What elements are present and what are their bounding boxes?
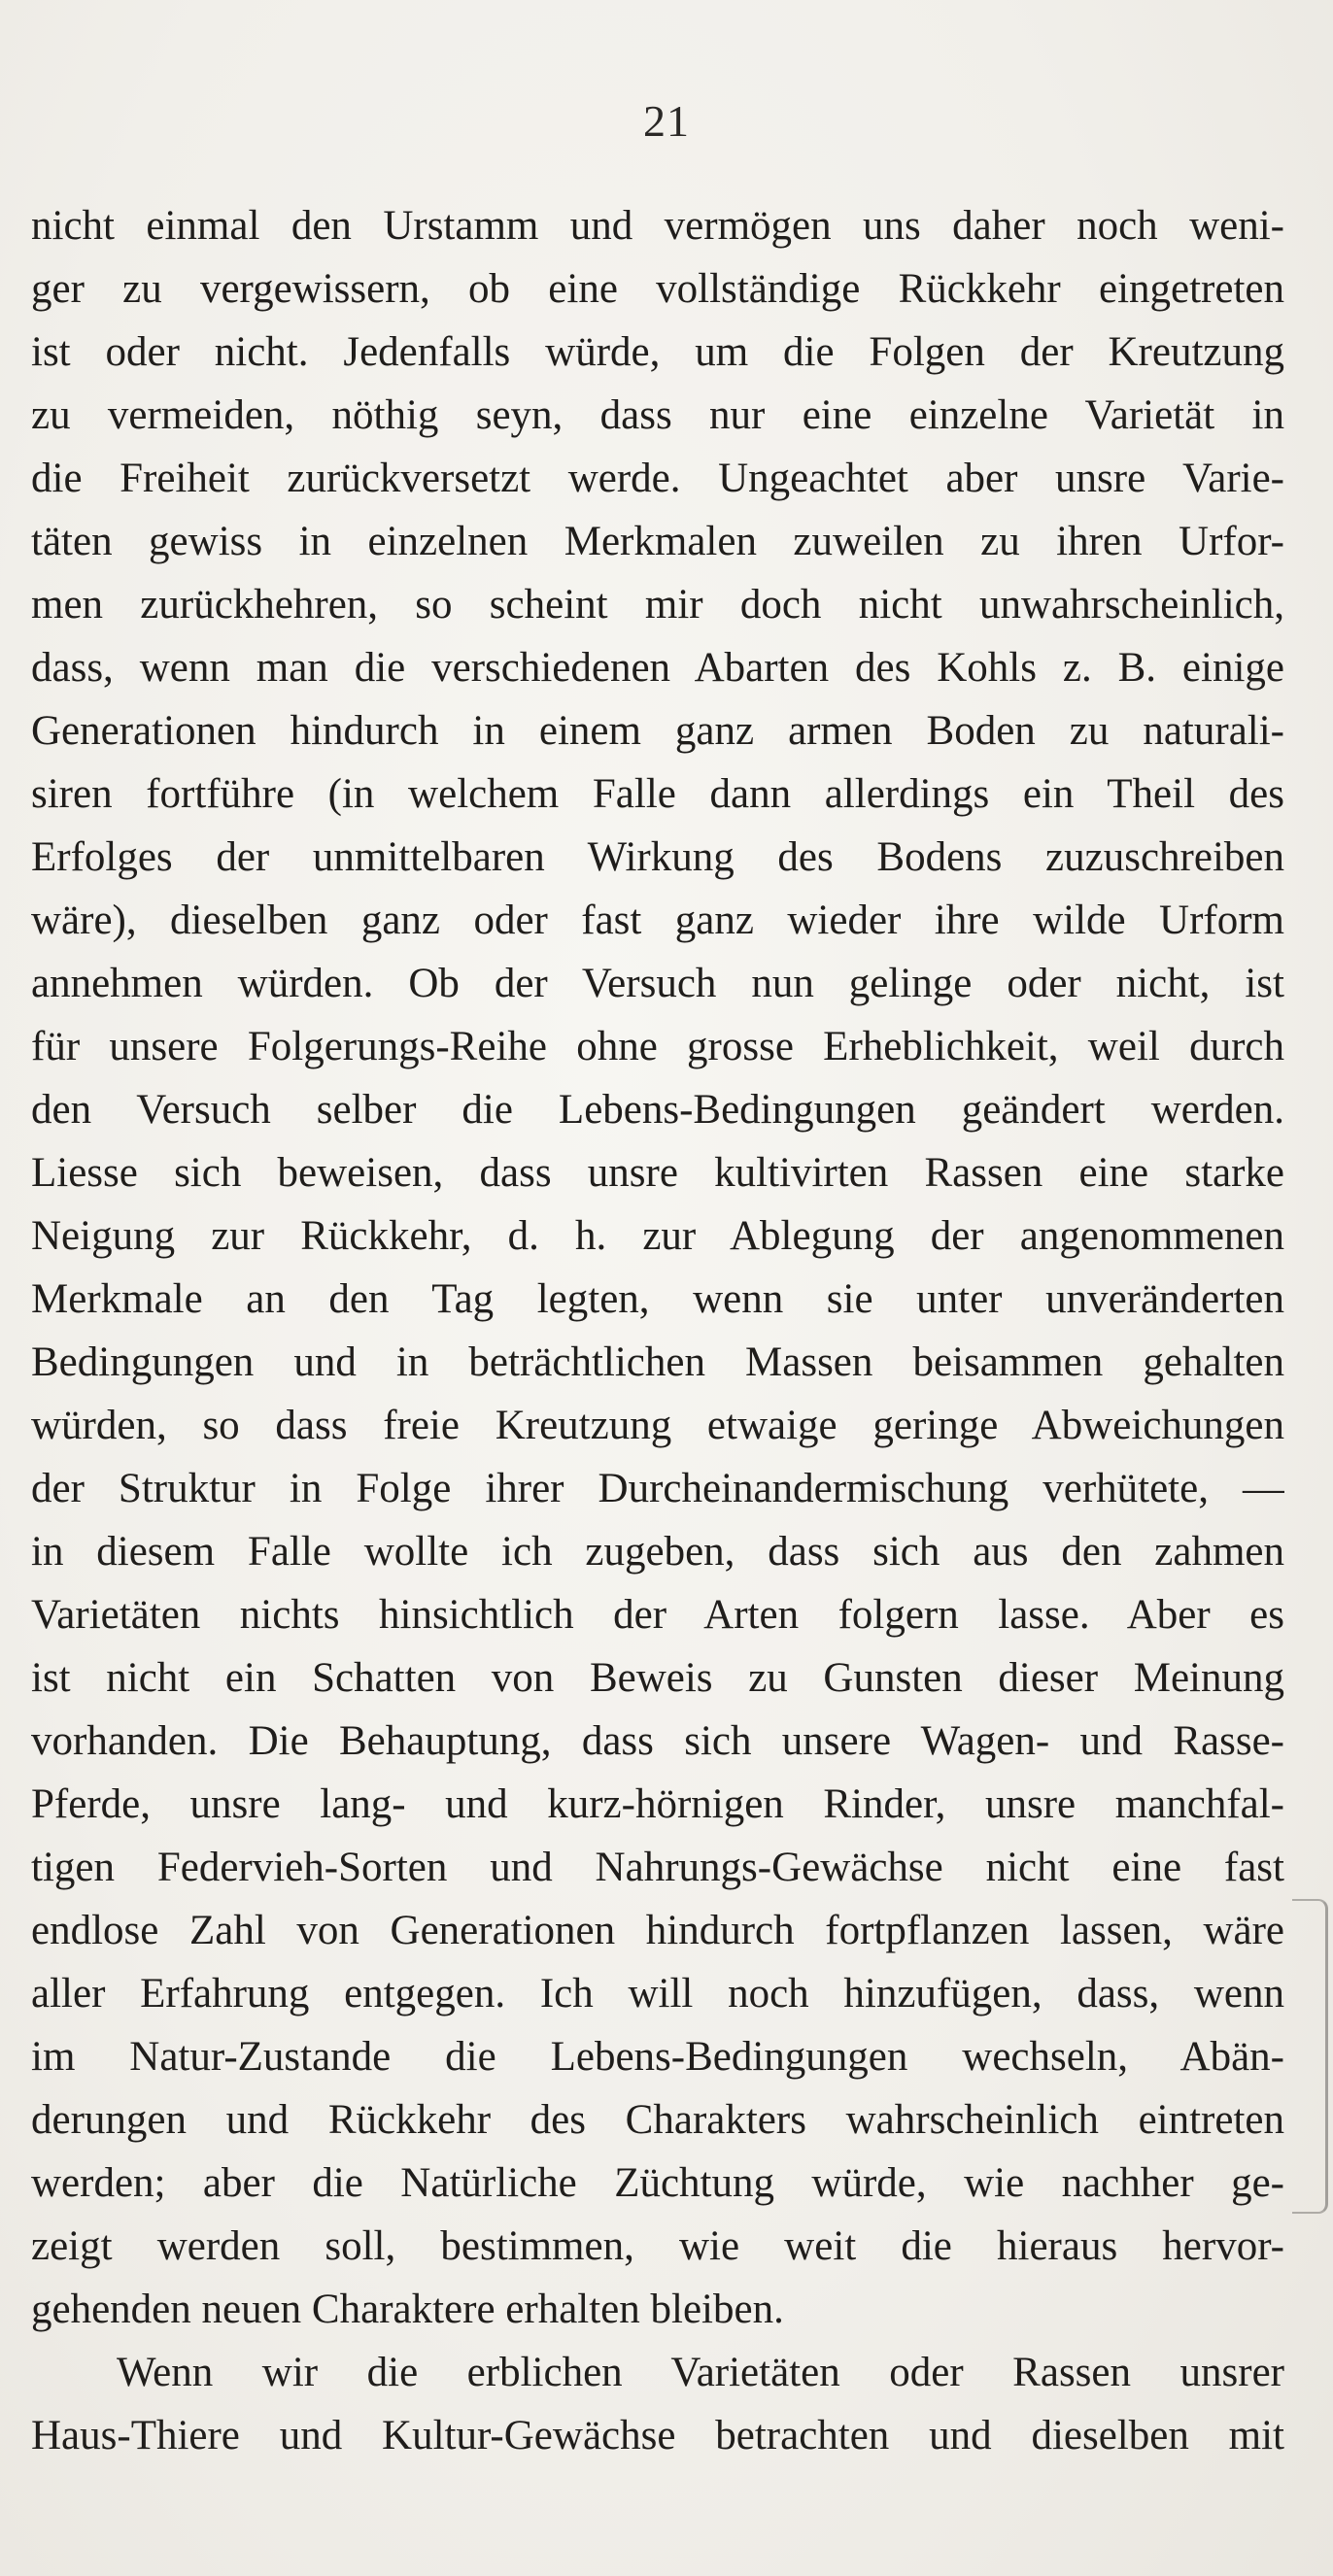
text-line: derungen und Rückkehr des Charakters wahrscheinlich eintreten — [31, 2097, 1284, 2143]
text-line: nicht einmal den Urstamm und vermögen uns daher noch weni- — [31, 203, 1284, 249]
text-line: ger zu vergewissern, ob eine vollständige Rückkehr eingetreten — [31, 266, 1284, 312]
text-line: die Freiheit zurückversetzt werde. Ungeachtet aber unsre Varie- — [31, 456, 1284, 501]
text-line: Wenn wir die erblichen Varietäten oder Rassen unsrer — [117, 2350, 1284, 2395]
page-number: 21 — [643, 96, 690, 146]
text-line: gehenden neuen Charaktere erhalten bleiben. — [31, 2287, 784, 2332]
margin-bracket-mark — [1292, 1899, 1328, 2214]
text-line: wäre), dieselben ganz oder fast ganz wieder ihre wilde Urform — [31, 898, 1284, 943]
text-line: zeigt werden soll, bestimmen, wie weit die hieraus hervor- — [31, 2223, 1284, 2269]
text-line: vorhanden. Die Behauptung, dass sich unsere Wagen- und Rasse- — [31, 1718, 1284, 1764]
text-line: dass, wenn man die verschiedenen Abarten des Kohls z. B. einige — [31, 645, 1284, 691]
text-line: werden; aber die Natürliche Züchtung würde, wie nachher ge- — [31, 2160, 1284, 2206]
paragraph-2 — [31, 2341, 1284, 2467]
body-text — [31, 194, 1284, 2467]
text-line: endlose Zahl von Generationen hindurch fortpflanzen lassen, wäre — [31, 1908, 1284, 1953]
text-line: Merkmale an den Tag legten, wenn sie unter unveränderten — [31, 1276, 1284, 1322]
text-line: Haus-Thiere und Kultur-Gewächse betrachten und dieselben mit — [31, 2413, 1284, 2458]
text-line: würden, so dass freie Kreutzung etwaige geringe Abweichungen — [31, 1403, 1284, 1448]
text-line: tigen Federvieh-Sorten und Nahrungs-Gewächse nicht eine fast — [31, 1845, 1284, 1890]
text-line: Pferde, unsre lang- und kurz-hörnigen Rinder, unsre manchfal- — [31, 1781, 1284, 1827]
text-line: täten gewiss in einzelnen Merkmalen zuweilen zu ihren Urfor- — [31, 519, 1284, 564]
text-line: ist nicht ein Schatten von Beweis zu Gunsten dieser Meinung — [31, 1655, 1284, 1701]
text-line: Liesse sich beweisen, dass unsre kultivirten Rassen eine starke — [31, 1150, 1284, 1196]
text-line: im Natur-Zustande die Lebens-Bedingungen wechseln, Abän- — [31, 2034, 1284, 2080]
text-line: zu vermeiden, nöthig seyn, dass nur eine einzelne Varietät in — [31, 392, 1284, 438]
text-line: Bedingungen und in beträchtlichen Massen beisammen gehalten — [31, 1339, 1284, 1385]
text-line: annehmen würden. Ob der Versuch nun gelinge oder nicht, ist — [31, 961, 1284, 1006]
text-line: Neigung zur Rückkehr, d. h. zur Ablegung der angenommenen — [31, 1213, 1284, 1259]
text-line: den Versuch selber die Lebens-Bedingungen geändert werden. — [31, 1087, 1284, 1133]
text-line: men zurückhehren, so scheint mir doch nicht unwahrscheinlich, — [31, 582, 1284, 627]
text-line: Erfolges der unmittelbaren Wirkung des Bodens zuzuschreiben — [31, 834, 1284, 880]
text-line: ist oder nicht. Jedenfalls würde, um die Folgen der Kreutzung — [31, 329, 1284, 375]
text-line: Varietäten nichts hinsichtlich der Arten folgern lasse. Aber es — [31, 1592, 1284, 1638]
text-line: Generationen hindurch in einem ganz armen Boden zu naturali- — [31, 708, 1284, 754]
text-line: siren fortführe (in welchem Falle dann allerdings ein Theil des — [31, 771, 1284, 817]
text-line: für unsere Folgerungs-Reihe ohne grosse Erheblichkeit, weil durch — [31, 1024, 1284, 1069]
text-line: aller Erfahrung entgegen. Ich will noch hinzufügen, dass, wenn — [31, 1971, 1284, 2017]
paragraph-1 — [31, 194, 1284, 2341]
text-line: in diesem Falle wollte ich zugeben, dass sich aus den zahmen — [31, 1529, 1284, 1575]
text-line: der Struktur in Folge ihrer Durcheinandermischung verhütete, — — [31, 1466, 1284, 1511]
